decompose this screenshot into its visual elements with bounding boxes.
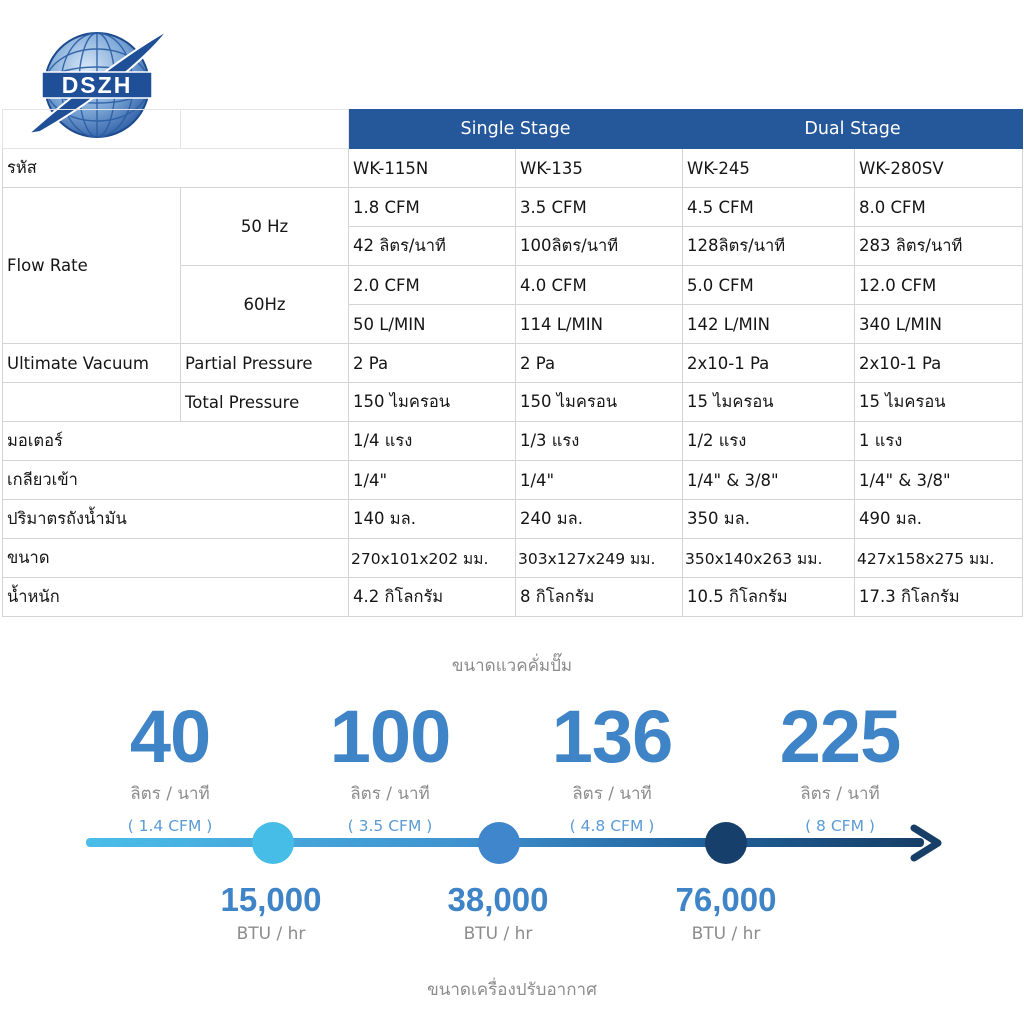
table-row [3,500,1023,539]
flow-50-lpm-cell: 128ลิตร/นาที [683,227,855,266]
size-cell: 270x101x202 มม. [349,539,516,578]
pump-size-unit: ลิตร / นาที [800,784,880,804]
size-cell: 427x158x275 มม. [855,539,1023,578]
dual-stage-header: Dual Stage [683,110,1023,149]
ac-size-value: 38,000 [447,881,549,918]
flow-60-cfm-cell: 5.0 CFM [683,266,855,305]
pump-size-unit: ลิตร / นาที [130,784,210,804]
pump-size-value: 40 [129,695,211,778]
pump-size-item [280,695,500,835]
spec-table [2,109,1023,617]
table-row [3,539,1023,578]
row-label-oil: ปริมาตรถังน้ำมัน [3,500,349,539]
pump-size-title: ขนาดแวคคั่มปั๊ม [451,656,573,676]
oil-cell: 350 มล. [683,500,855,539]
flow-50-cfm-cell: 8.0 CFM [855,188,1023,227]
thread-cell: 1/4" & 3/8" [855,461,1023,500]
row-label-flow-rate: Flow Rate [3,188,181,344]
ac-size-unit: BTU / hr [236,924,306,944]
partial-pressure-cell: 2 Pa [516,344,683,383]
row-label-total-pressure: Total Pressure [181,383,349,422]
timeline-node [252,822,294,864]
ac-size-title: ขนาดเครื่องปรับอากาศ [427,980,597,1000]
row-label-partial-pressure: Partial Pressure [181,344,349,383]
oil-cell: 240 มล. [516,500,683,539]
pump-size-cfm: ( 1.4 CFM ) [127,817,213,835]
flow-60-lpm-cell: 114 L/MIN [516,305,683,344]
ac-size-item [626,882,826,944]
flow-60-lpm-cell: 50 L/MIN [349,305,516,344]
partial-pressure-cell: 2 Pa [349,344,516,383]
thread-cell: 1/4" [516,461,683,500]
motor-cell: 1/2 แรง [683,422,855,461]
size-cell: 350x140x263 มม. [683,539,855,578]
ac-size-item [398,882,598,944]
pump-size-value: 136 [551,695,673,778]
weight-cell: 10.5 กิโลกรัม [683,578,855,617]
row-label-weight: น้ำหนัก [3,578,349,617]
table-header-row [3,110,1023,149]
table-row [3,422,1023,461]
weight-cell: 17.3 กิโลกรัม [855,578,1023,617]
pump-size-cfm: ( 4.8 CFM ) [569,817,655,835]
model-cell: WK-245 [683,149,855,188]
ac-size-unit: BTU / hr [463,924,533,944]
row-label-model: รหัส [3,149,349,188]
table-row [3,461,1023,500]
oil-cell: 140 มล. [349,500,516,539]
pump-size-cfm: ( 3.5 CFM ) [347,817,433,835]
partial-pressure-cell: 2x10-1 Pa [683,344,855,383]
size-cell: 303x127x249 มม. [516,539,683,578]
flow-60-cfm-cell: 4.0 CFM [516,266,683,305]
total-pressure-cell: 150 ไมครอน [516,383,683,422]
weight-cell: 4.2 กิโลกรัม [349,578,516,617]
single-stage-header: Single Stage [349,110,683,149]
row-label-ultimate-vacuum: Ultimate Vacuum [3,344,181,383]
ac-size-value: 76,000 [675,881,777,918]
flow-50-cfm-cell: 1.8 CFM [349,188,516,227]
pump-size-item [502,695,722,835]
row-label-60hz: 60Hz [181,266,349,344]
flow-60-lpm-cell: 340 L/MIN [855,305,1023,344]
table-row [3,188,1023,227]
motor-cell: 1 แรง [855,422,1023,461]
flow-50-cfm-cell: 4.5 CFM [683,188,855,227]
table-row [3,344,1023,383]
ac-size-unit: BTU / hr [691,924,761,944]
motor-cell: 1/4 แรง [349,422,516,461]
pump-size-item [730,695,950,835]
total-pressure-cell: 15 ไมครอน [683,383,855,422]
timeline-node [478,822,520,864]
timeline-node [705,822,747,864]
flow-50-cfm-cell: 3.5 CFM [516,188,683,227]
ac-size-item [171,882,371,944]
model-cell: WK-135 [516,149,683,188]
pump-size-unit: ลิตร / นาที [350,784,430,804]
weight-cell: 8 กิโลกรัม [516,578,683,617]
partial-pressure-cell: 2x10-1 Pa [855,344,1023,383]
flow-50-lpm-cell: 42 ลิตร/นาที [349,227,516,266]
table-row [3,578,1023,617]
pump-size-value: 225 [779,695,901,778]
arrow-right-icon [906,824,946,862]
pump-size-item [60,695,280,835]
row-label-size: ขนาด [3,539,349,578]
ac-size-value: 15,000 [220,881,322,918]
total-pressure-cell: 150 ไมครอน [349,383,516,422]
row-label-thread: เกลียวเข้า [3,461,349,500]
pump-size-unit: ลิตร / นาที [572,784,652,804]
pump-size-cfm: ( 8 CFM ) [805,817,875,835]
table-row [3,383,1023,422]
thread-cell: 1/4" & 3/8" [683,461,855,500]
flow-60-cfm-cell: 2.0 CFM [349,266,516,305]
flow-60-cfm-cell: 12.0 CFM [855,266,1023,305]
motor-cell: 1/3 แรง [516,422,683,461]
total-pressure-cell: 15 ไมครอน [855,383,1023,422]
model-cell: WK-280SV [855,149,1023,188]
oil-cell: 490 มล. [855,500,1023,539]
logo-text: DSZH [61,72,133,98]
flow-50-lpm-cell: 100ลิตร/นาที [516,227,683,266]
thread-cell: 1/4" [349,461,516,500]
row-label-50hz: 50 Hz [181,188,349,266]
flow-50-lpm-cell: 283 ลิตร/นาที [855,227,1023,266]
flow-60-lpm-cell: 142 L/MIN [683,305,855,344]
pump-size-value: 100 [329,695,451,778]
row-label-motor: มอเตอร์ [3,422,349,461]
model-cell: WK-115N [349,149,516,188]
table-row [3,149,1023,188]
